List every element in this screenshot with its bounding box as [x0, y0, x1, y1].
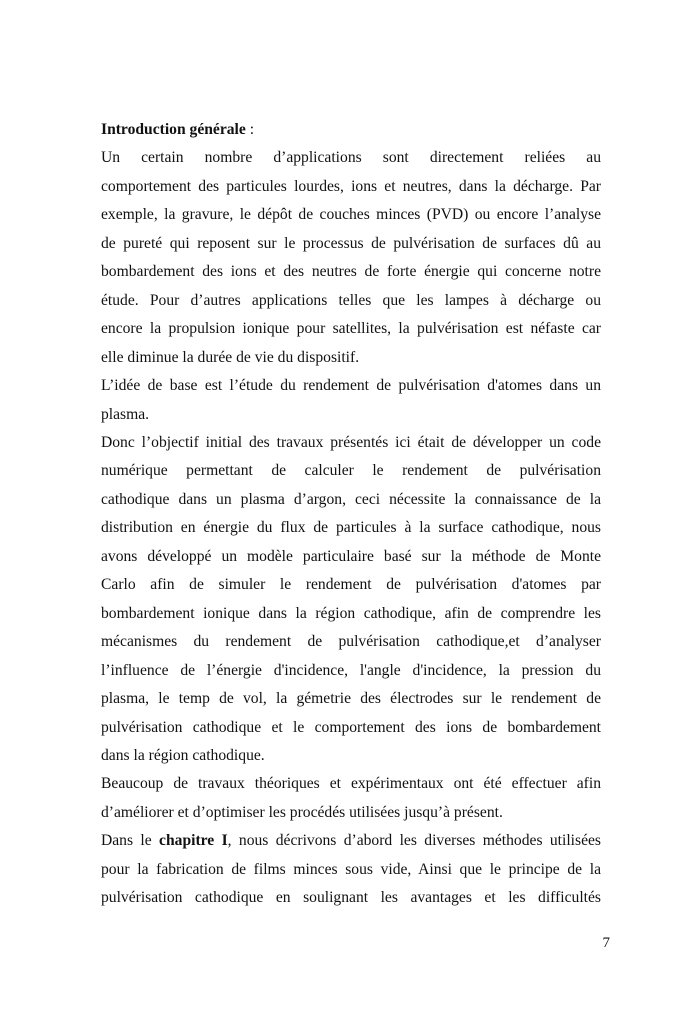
- text-line: distribution en énergie du flux de particules à la surface cathodique, nous: [101, 519, 601, 537]
- text-line: bombardement des ions et des neutres de forte énergie qui concerne notre: [101, 263, 601, 281]
- text-line: comportement des particules lourdes, ions et neutres, dans la décharge. Par: [101, 177, 601, 195]
- text-line: exemple, la gravure, le dépôt de couches minces (PVD) ou encore l’analyse: [101, 206, 601, 224]
- text-line: elle diminue la durée de vie du dispositif.: [101, 348, 360, 366]
- text-line: cathodique dans un plasma d’argon, ceci nécessite la connaissance de la: [101, 490, 601, 508]
- text-line: Beaucoup de travaux théoriques et expérimentaux ont été effectuer afin: [101, 775, 601, 793]
- text-line: l’influence de l’énergie d'incidence, l'angle d'incidence, la pression du: [101, 661, 601, 679]
- text-line: mécanismes du rendement de pulvérisation cathodique,et d’analyser: [101, 633, 601, 651]
- chapter-line-before: Dans le: [101, 832, 160, 850]
- text-line: L’idée de base est l’étude du rendement de pulvérisation d'atomes dans un: [101, 377, 601, 395]
- text-line: pulvérisation cathodique en soulignant les avantages et les difficultés: [101, 889, 601, 907]
- text-line: pour la fabrication de films minces sous vide, Ainsi que le principe de la: [101, 860, 601, 878]
- body-text: [101, 116, 601, 913]
- text-line: encore la propulsion ionique pour satellites, la pulvérisation est néfaste car: [101, 320, 601, 338]
- chapter-line-after: , nous décrivons d’abord les diverses méthodes utilisées: [227, 832, 601, 850]
- text-line: Donc l’objectif initial des travaux présentés ici était de développer un code: [101, 433, 601, 451]
- heading-title: Introduction générale: [101, 121, 246, 138]
- section-heading: [101, 116, 601, 144]
- text-line: plasma.: [101, 405, 150, 423]
- heading-suffix: :: [245, 121, 255, 138]
- text-line: d’améliorer et d’optimiser les procédés utilisées jusqu’à présent.: [101, 803, 503, 821]
- text-line: numérique permettant de calculer le rendement de pulvérisation: [101, 462, 601, 480]
- text-line: plasma, le temp de vol, la gémetrie des électrodes sur le rendement de: [101, 690, 601, 708]
- text-line: bombardement ionique dans la région cathodique, afin de comprendre les: [101, 604, 601, 622]
- paragraph-lines: [101, 144, 601, 827]
- chapter-reference: chapitre I: [159, 832, 228, 850]
- text-line: étude. Pour d’autres applications telles que les lampes à décharge ou: [101, 291, 601, 309]
- text-line: pulvérisation cathodique et le comportement des ions de bombardement: [101, 718, 601, 736]
- text-line: dans la région cathodique.: [101, 746, 265, 764]
- tail-lines: [101, 856, 601, 913]
- chapter-line: [101, 827, 601, 855]
- text-line: de pureté qui reposent sur le processus de pulvérisation de surfaces dû au: [101, 234, 601, 252]
- text-line: Carlo afin de simuler le rendement de pulvérisation d'atomes par: [101, 576, 601, 594]
- text-line: avons développé un modèle particulaire basé sur la méthode de Monte: [101, 547, 601, 565]
- text-line: Un certain nombre d’applications sont directement reliées au: [101, 149, 601, 167]
- page-number: 7: [602, 935, 610, 951]
